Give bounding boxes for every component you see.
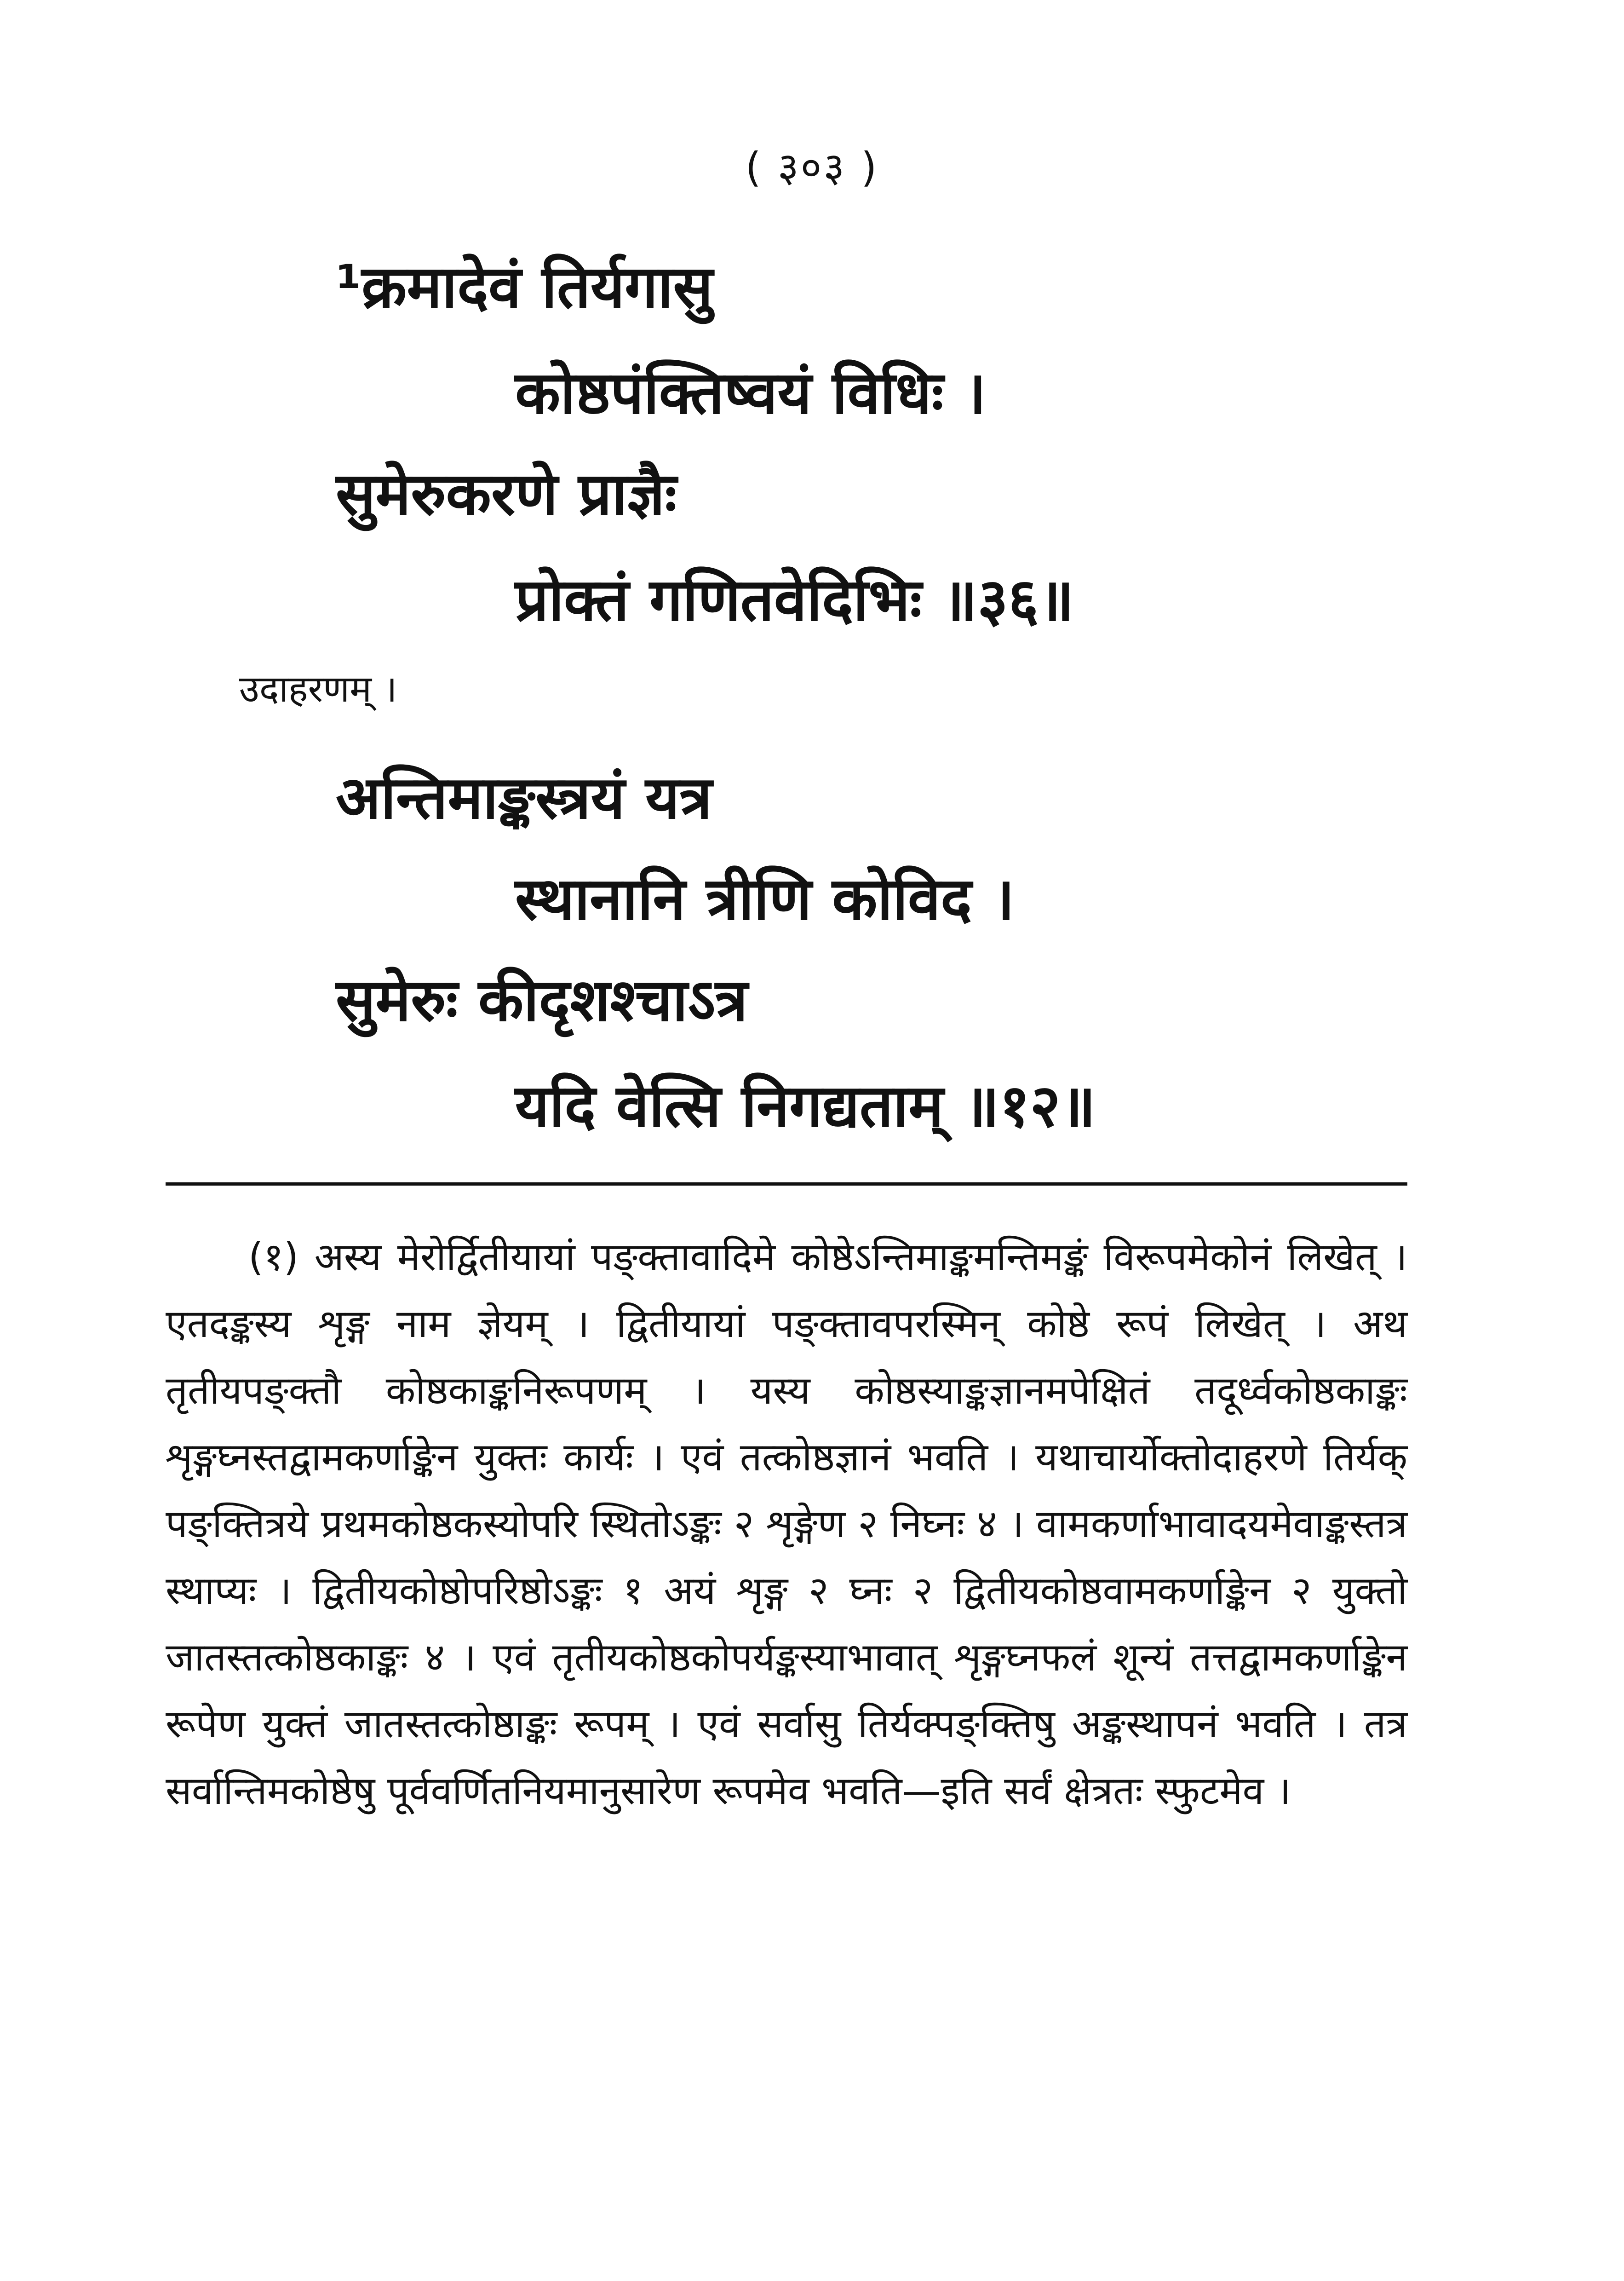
footnote-divider <box>166 1182 1407 1186</box>
example-verse-line-2: स्थानानि त्रीणि कोविद । <box>515 865 1015 933</box>
example-verse-line-1: अन्तिमाङ्कस्त्रयं यत्र <box>336 764 712 832</box>
verse-36-line-3: सुमेरुकरणे प्राज्ञैः <box>336 460 677 529</box>
footnote-commentary: (१) अस्य मेरोर्द्वितीयायां पङ्क्तावादिमे कोष्ठेऽन्तिमाङ्कमन्तिमङ्कं विरूपमेकोनं लिखेत् । एतदङ्कस्य शृङ्ग नाम ज्ञेयम् । द्वितीयायां पङ्क्तावपरस्मिन् कोष्ठे रूपं लिखेत् । अथ तृतीयपङ्क्तौ कोष्ठकाङ्कनिरूपणम् । यस्य कोष्ठस्याङ्कज्ञानमपेक्षितं तदूर्ध्वकोष्ठकाङ्कः शृङ्गघ्नस्तद्वामकर्णाङ्केन युक्तः कार्यः । एवं तत्कोष्ठज्ञानं भवति । यथाचार्योक्तोदाहरणे तिर्यक् पङ्क्तित्रये प्रथमकोष्ठकस्योपरि स्थितोऽङ्कः २ शृङ्गेण २ निघ्नः ४ । वामकर्णाभावादयमेवाङ्कस्तत्र स्थाप्यः । द्वितीयकोष्ठोपरिष्ठोऽङ्कः १ अयं शृङ्ग २ घ्नः २ द्वितीयकोष्ठवामकर्णाङ्केन २ युक्तो जातस्तत्कोष्ठकाङ्कः ४ । एवं तृतीयकोष्ठकोपर्यङ्कस्याभावात् शृङ्गघ्नफलं शून्यं तत्तद्वामकर्णाङ्केन रूपेण युक्तं जातस्तत्कोष्ठाङ्कः रूपम् । एवं सर्वासु तिर्यक्पङ्क्तिषु अङ्कस्थापनं भवति । तत्र सर्वान्तिमकोष्ठेषु पूर्ववर्णितनियमानुसारेण रूपमेव भवति—इति सर्वं क्षेत्रतः स्फुटमेव । <box>166 1234 1407 1813</box>
example-heading: उदाहरणम् । <box>239 668 397 710</box>
verse-36-line-2: कोष्ठपंक्तिष्वयं विधिः । <box>515 359 987 427</box>
example-verse-line-3: सुमेरुः कीदृशश्चाऽत्र <box>336 966 748 1035</box>
verse-36-line-1: ¹क्रमादेवं तिर्यगासु <box>336 253 713 322</box>
example-verse-line-4: यदि वेत्सि निगद्यताम् ॥१२॥ <box>515 1072 1096 1140</box>
verse-36-line-4: प्रोक्तं गणितवेदिभिः ॥३६॥ <box>515 566 1074 634</box>
page-number: ( ३०३ ) <box>745 144 879 191</box>
